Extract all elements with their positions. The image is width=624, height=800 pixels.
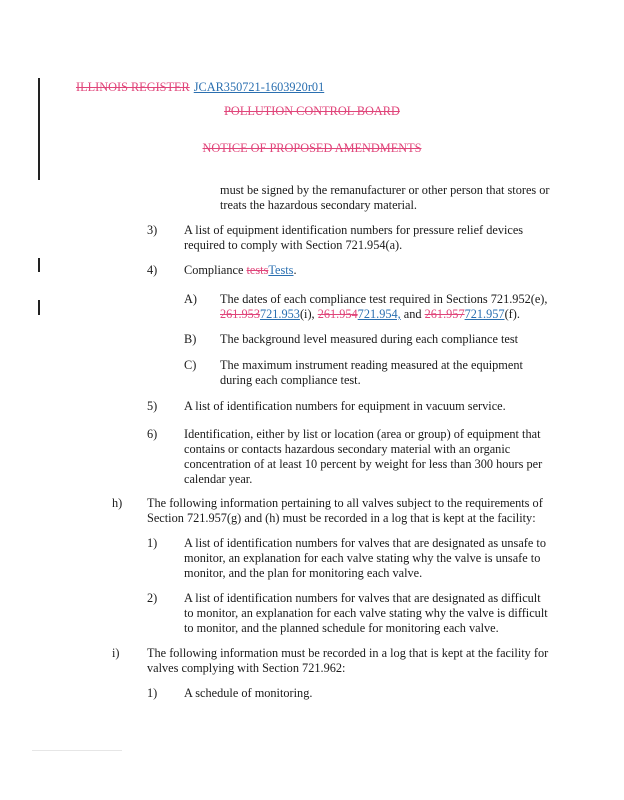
item-6-line-4: calendar year. <box>184 472 253 486</box>
item-4-inserted: Tests <box>268 263 294 277</box>
item-5-number: 5) <box>147 399 158 413</box>
item-4b-number: B) <box>184 332 197 346</box>
section-deleted-3: 261.957 <box>424 307 465 321</box>
item-4a-line-1: The dates of each compliance test required in Sections 721.952(e), <box>220 292 548 306</box>
footer-rule <box>32 750 122 751</box>
item-6-line-1: Identification, either by list or location (area or group) of equipment that <box>184 427 541 441</box>
item-4c-line-1: The maximum instrument reading measured at the equipment <box>220 358 523 372</box>
notice-deleted: NOTICE OF PROPOSED AMENDMENTS <box>202 141 422 155</box>
item-h2-number: 2) <box>147 591 158 605</box>
item-i1-number: 1) <box>147 686 158 700</box>
section-inserted-3: 721.957 <box>464 307 505 321</box>
item-h-number: h) <box>112 496 123 510</box>
board-title <box>0 104 624 119</box>
item-h2-line-3: to monitor, and the planned schedule for monitoring each valve. <box>184 621 499 635</box>
register-deleted: ILLINOIS REGISTER <box>76 80 190 94</box>
item-h1-number: 1) <box>147 536 158 550</box>
item-5-text: A list of identification numbers for equipment in vacuum service. <box>184 399 506 413</box>
item-4-text: Compliance testsTests. <box>184 263 297 277</box>
item-4-number: 4) <box>147 263 158 277</box>
change-bar <box>38 78 40 180</box>
item-3-line-1: A list of equipment identification numbers for pressure relief devices <box>184 223 524 237</box>
item-6-line-3: concentration of at least 10 percent by weight for less than 300 hours per <box>184 457 543 471</box>
change-bar <box>38 300 40 315</box>
item-4c-line-2: during each compliance test. <box>220 373 361 387</box>
section-inserted-1: 721.953 <box>259 307 300 321</box>
item-h2-line-2: to monitor, an explanation for each valve stating why the valve is difficult <box>184 606 548 620</box>
item-3-line-2: required to comply with Section 721.954(a). <box>184 238 403 252</box>
item-3-number: 3) <box>147 223 158 237</box>
section-deleted-1: 261.953 <box>220 307 260 321</box>
item-h1-line-1: A list of identification numbers for valves that are designated as unsafe to <box>184 536 546 550</box>
item-4b-text: The background level measured during each compliance test <box>220 332 519 346</box>
continuation-line-1: must be signed by the remanufacturer or other person that stores or <box>220 183 550 197</box>
item-4a-line-2: 261.953721.953(i), 261.954721.954, and 261.957721.957(f). <box>220 307 520 321</box>
item-i1-text: A schedule of monitoring. <box>184 686 313 700</box>
continuation-line-2: treats the hazardous secondary material. <box>220 198 418 212</box>
change-bar <box>38 258 40 272</box>
jcar-inserted: JCAR350721-1603920r01 <box>193 80 325 94</box>
page-header <box>76 80 324 95</box>
item-i-number: i) <box>112 646 120 660</box>
notice-title <box>0 141 624 156</box>
section-inserted-2: 721.954, <box>357 307 401 321</box>
board-deleted: POLLUTION CONTROL BOARD <box>224 104 400 118</box>
item-4c-number: C) <box>184 358 197 372</box>
item-i-line-1: The following information must be recorded in a log that is kept at the facility for <box>147 646 549 660</box>
item-h2-line-1: A list of identification numbers for valves that are designated as difficult <box>184 591 541 605</box>
item-h-line-1: The following information pertaining to all valves subject to the requirements of <box>147 496 543 510</box>
item-h-line-2: Section 721.957(g) and (h) must be recorded in a log that is kept at the facility: <box>147 511 536 525</box>
item-6-line-2: contains or contacts hazardous secondary material with an organic <box>184 442 511 456</box>
item-i-line-2: valves complying with Section 721.962: <box>147 661 346 675</box>
item-h1-line-2: monitor, an explanation for each valve stating why the valve is unsafe to <box>184 551 541 565</box>
item-h1-line-3: monitor, and the plan for monitoring each valve. <box>184 566 423 580</box>
item-4-deleted: tests <box>246 263 269 277</box>
item-6-number: 6) <box>147 427 158 441</box>
item-4a-number: A) <box>184 292 197 306</box>
section-deleted-2: 261.954 <box>317 307 358 321</box>
